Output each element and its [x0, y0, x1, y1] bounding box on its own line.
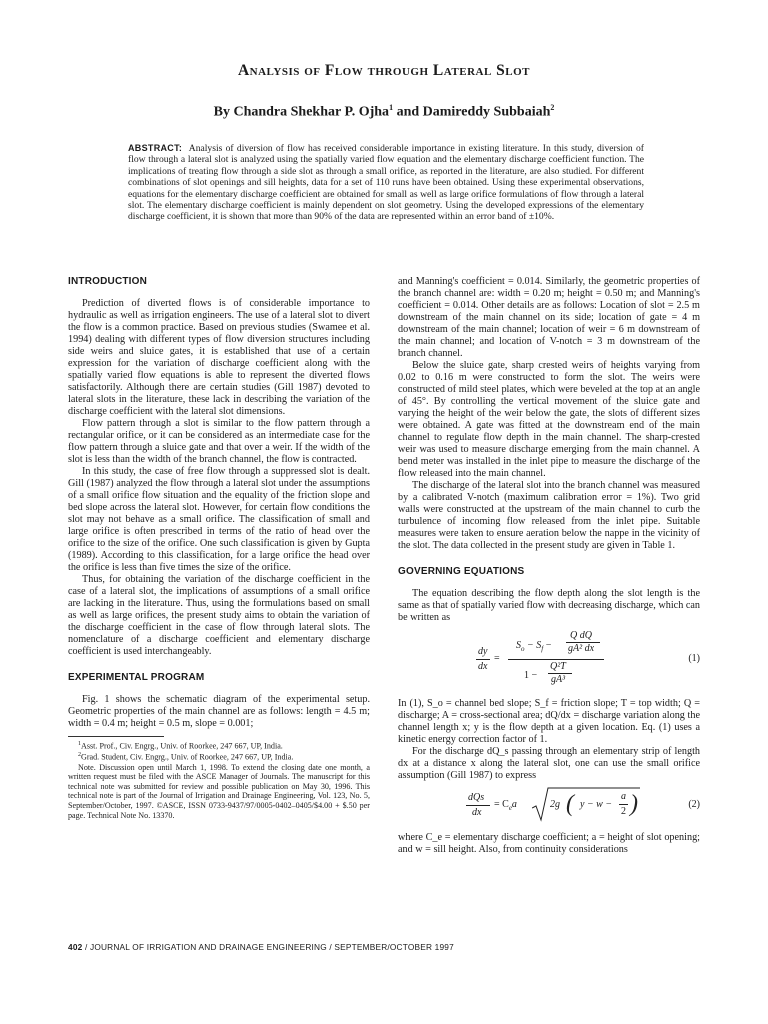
author-line	[0, 103, 768, 121]
svg-text:): )	[630, 791, 638, 817]
eq1-num-frac-top: Q dQ	[570, 630, 592, 641]
eq1-den-frac-bottom: gA³	[551, 674, 566, 685]
author-2-mark: 2	[550, 103, 555, 112]
svg-text:(: (	[566, 791, 574, 817]
footnote-1: Asst. Prof., Civ. Engrg., Univ. of Roorkee, 247 667, UP, India.	[81, 741, 283, 751]
page-footer	[68, 942, 708, 952]
eq1-number: (1)	[688, 653, 700, 664]
equation-2	[398, 786, 700, 826]
author-1-mark: 1	[389, 103, 394, 112]
abstract-label: ABSTRACT:	[128, 143, 183, 153]
eq1-equals: =	[494, 653, 500, 664]
author-1: Chandra Shekhar P. Ojha	[233, 104, 390, 120]
section-heading-experimental-program: EXPERIMENTAL PROGRAM	[68, 672, 205, 683]
eq1-lhs-denominator: dx	[478, 661, 488, 672]
eq1-num-frac-bottom: gA² dx	[568, 643, 595, 654]
intro-paragraph-2: Flow pattern through a slot is similar to the flow pattern through a rectangular orifice, or it can be considered as an intermediate case for the flow pattern through a sluice gate and that over a weir. If the width of the slot is less than the width of the branch channel, the flow is contracted.	[68, 418, 370, 465]
intro-paragraph-4: Thus, for obtaining the variation of the discharge coefficient in the case of a lateral slot, the implications of assumptions of a small orifice are lacking in the literature. Thus, using the formulations based on small as well as large orifices, the present study aims to obtain the variation of the discharge coefficient in the case of flow through lateral slots. The nomenclature of a discharge coefficient and elementary discharge coefficient is used interchangeably.	[68, 574, 370, 657]
experimental-paragraph-1: Fig. 1 shows the schematic diagram of the experimental setup. Geometric properties of the main channel are as follows: length = 4.5 m; width = 0.4 m; height = 0.5 m, slope = 0.001;	[68, 694, 370, 729]
eq1-main-bar	[508, 659, 604, 660]
left-column	[68, 276, 370, 820]
eq2-coefficient: = $C_ea$	[494, 799, 517, 812]
eq2-lhs-bar	[466, 805, 490, 806]
governing-paragraph-1: The equation describing the flow depth along the slot length is the same as that of spatially varied flow with decreasing discharge, which can be written as	[398, 588, 700, 623]
author-conjunction: and	[393, 104, 423, 120]
eq2-number: (2)	[688, 799, 700, 810]
eq2-root-frac-bottom: 2	[621, 806, 626, 817]
right-column	[398, 276, 700, 856]
governing-paragraph-2: In (1), S_o = channel bed slope; S_f = friction slope; T = top width; Q = discharge; A = cross-sectional area; dQ/dx = discharge variation along the channel length x; y is the flow depth at a given location. Eq. (1) uses a kinetic energy correction factor of 1.	[398, 698, 700, 745]
intro-paragraph-1: Prediction of diverted flows is of considerable importance to hydraulic as well as irrigation engineers. The use of a lateral slot to divert the flow is a common practice. Based on previous studies (Swamee et al. 1994) dealing with different types of flow diversion structures including side weirs and sluice gates, it is established that use of a certain expression for the variation of discharge coefficient along with the spatially varied flow equations is able to represent the diverted flows satisfactorily. Although there are certain studies (Gill 1987) devoted to lateral slots in the literature, these lack in describing the variation of the discharge coefficient with the lateral slot dimensions.	[68, 298, 370, 417]
journal-running-footer: / JOURNAL OF IRRIGATION AND DRAINAGE ENGINEERING / SEPTEMBER/OCTOBER 1997	[82, 942, 454, 952]
eq1-lhs-bar	[476, 659, 490, 660]
eq2-root-2g: 2g	[550, 799, 560, 810]
paper-title: Analysis of Flow through Lateral Slot	[237, 62, 531, 79]
section-heading-introduction: INTRODUCTION	[68, 276, 148, 287]
footnotes: $^1$Asst. Prof., Civ. Engrg., Univ. of Roorkee, 247 667, UP, India. $^2$Grad. Student, Civ. Engrg., Univ. of Roorkee, 247 667, UP, India. Note. Discussion open until March 1, 1998. To extend the closing date one month, a written request must be filed with the ASCE Manager of Journals. The manuscript for this technical note was submitted for review and possible publication on May 30, 1996. This technical note is part of the Journal of Irrigation and Drainage Engineering, Vol. 123, No. 5, September/October, 1997. ©ASCE, ISSN 0733-9437/97/0005-0402–0405/$4.00 + $.50 per page. Technical Note No. 13370.	[68, 741, 370, 820]
eq2-root-frac-bar	[619, 804, 628, 805]
abstract-text: Analysis of diversion of flow has received considerable importance in existing literature. In this study, diversion of flow through a lateral slot is analyzed using the spatially varied flow equation and the elementary discharge coefficient function. The implications of treating flow through a side slot as through a small orifice, as reported in the literature, are also studied. For different combinations of slot openings and sill heights, data for a set of 110 runs have been obtained. Using these experimental observations, equations for the elementary discharge coefficient are obtained for small as well as large orifice formulations of flow through a lateral slot. The elementary discharge coefficient is mainly dependent on slot geometry. Using the developed expressions of the elementary discharge coefficient, it is shown that more than 90% of the data are represented within an error band of ±10%.	[128, 143, 644, 223]
eq2-lhs-denominator: dx	[472, 807, 482, 818]
governing-paragraph-4: where C_e = elementary discharge coefficient; a = height of slot opening; and w = sill height. Also, from continuity considerations	[398, 832, 700, 855]
abstract	[128, 143, 644, 223]
eq1-lhs-numerator: dy	[478, 646, 488, 657]
eq2-root-frac-top: a	[621, 791, 626, 802]
eq2-lhs-numerator: dQs	[468, 792, 485, 803]
eq1-den-one: 1 −	[524, 670, 538, 681]
footnote-2: Grad. Student, Civ. Engrg., Univ. of Roorkee, 247 667, UP, India.	[81, 752, 294, 762]
page-number: 402	[68, 942, 83, 952]
intro-paragraph-3: In this study, the case of free flow through a suppressed slot is dealt. Gill (1987) analyzed the flow through a lateral slot under the assumptions of a small orifice flow situation and the equality of the friction slope and bed slope across the lateral slot. However, for certain flow conditions the slot may not behave as a small orifice. The classification of small and large orifice is often prescribed in terms of the ratio of head over the orifice to the size of the orifice. One such classification is given by Gupta (1989). According to this classification, for a large orifice the head over the orifice is less than five times the size of the orifice.	[68, 466, 370, 573]
continued-paragraph-3: The discharge of the lateral slot into the branch channel was measured by a calibrated V-notch (maximum calibration error = 1%). Two grid walls were constructed at the upstream of the main channel to curb the turbulence of incoming flow released from the inlet pipe. Suitable measures were taken to ensure aeration below the nappe in the vicinity of the slot. The data collected in the present study are given in Table 1.	[398, 480, 700, 551]
continued-paragraph-1: and Manning's coefficient = 0.014. Similarly, the geometric properties of the branch channel are: width = 0.20 m; height = 0.50 m; and Manning's coefficient = 0.014. Other details are as follows: Location of slot = 2.5 m downstream of the main channel on its side; location of gate = 4 m downstream of the main channel; location of weir = 6 m downstream of the main channel; and location of V-notch = 3 m downstream of the branch channel.	[398, 276, 700, 359]
footnote-note: Note. Discussion open until March 1, 1998. To extend the closing date one month, a written request must be filed with the ASCE Manager of Journals. The manuscript for this technical note was submitted for review and possible publication on May 30, 1996. This technical note is part of the Journal of Irrigation and Drainage Engineering, Vol. 123, No. 5, September/October, 1997. ©ASCE, ISSN 0733-9437/97/0005-0402–0405/$4.00 + $.50 per page. Technical Note No. 13370.	[68, 762, 370, 820]
equation-1	[398, 628, 700, 692]
eq2-root-terms: y − w −	[580, 799, 613, 810]
eq1-den-frac-top: Q²T	[550, 661, 566, 672]
eq1-num-so: $S_o - S_f$ −	[516, 640, 552, 653]
author-2: Damireddy Subbaiah	[422, 104, 551, 120]
author-prefix: By	[213, 104, 234, 120]
continued-paragraph-2: Below the sluice gate, sharp crested weirs of heights varying from 0.02 to 0.16 m were constructed to form the slot. The weirs were constructed of mild steel plates, which were beveled at the top at an angle of 45°. By controlling the vertical movement of the sluice gate and varying the height of the weir below the gate, the slots of different sizes were obtained. A gate was fitted at the downstream end of the main channel to regulate flow depth in the main channel. The sharp-crested weir was used to measure discharge emerging from the main channel. A bend meter was installed in the inlet pipe to measure the discharge of the flow released into the main channel.	[398, 360, 700, 479]
governing-paragraph-3: For the discharge dQ_s passing through an elementary strip of length dx at a distance x along the lateral slot, one can use the small orifice assumption (Gill 1987) to express	[398, 746, 700, 781]
footnote-divider	[68, 736, 164, 737]
section-heading-governing-equations: GOVERNING EQUATIONS	[398, 566, 525, 577]
